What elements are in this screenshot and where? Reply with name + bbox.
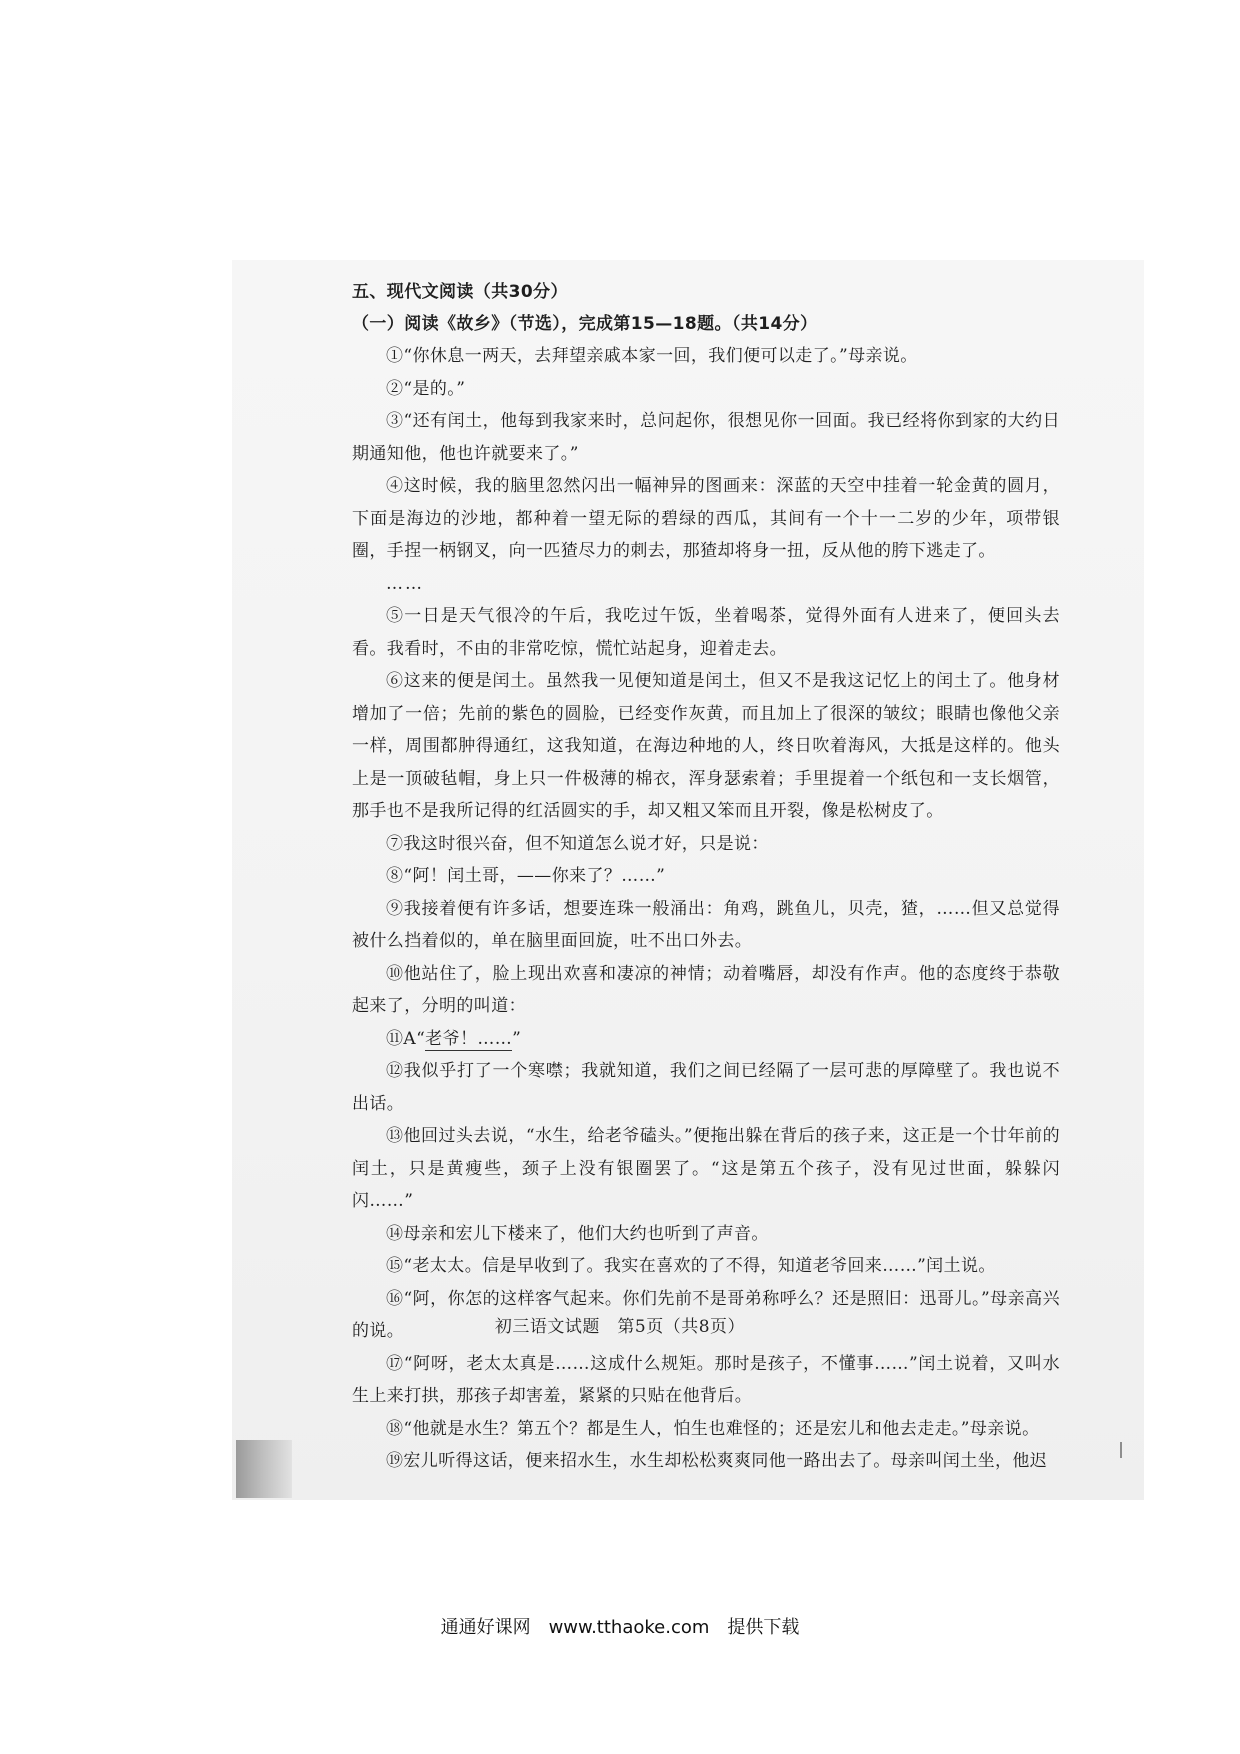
paragraph-11-prefix: ⑪A“ <box>386 1028 426 1049</box>
sub-title: （一）阅读《故乡》（节选），完成第15—18题。（共14分） <box>352 314 818 334</box>
section-title: 五、现代文阅读（共30分） <box>352 282 568 302</box>
paragraph-3: ③“还有闰土，他每到我家来时，总问起你，很想见你一回面。我已经将你到家的大约日期通知他，他也许就要来了。” <box>352 411 1060 464</box>
paragraph-12: ⑫我似乎打了一个寒噤；我就知道，我们之间已经隔了一层可悲的厚障壁了。我也说不出话。 <box>352 1061 1060 1114</box>
paragraph-5: ⑤一日是天气很冷的午后，我吃过午饭，坐着喝茶，觉得外面有人进来了，便回头去看。我看时，不由的非常吃惊，慌忙站起身，迎着走去。 <box>352 606 1060 659</box>
page-footer: 初三语文试题 第5页（共8页） <box>494 1317 746 1337</box>
paragraph-17: ⑰“阿呀，老太太真是……这成什么规矩。那时是孩子，不懂事……”闰土说着，又叫水生上来打拱，那孩子却害羞，紧紧的只贴在他背后。 <box>352 1353 1060 1406</box>
paragraph-16: ⑯“阿，你怎的这样客气起来。你们先前不是哥弟称呼么？还是照旧：迅哥儿。”母亲高兴的说。 <box>352 1288 1060 1341</box>
download-watermark: 通通好课网 www.tthaoke.com 提供下载 <box>440 1617 800 1638</box>
paragraph-19: ⑲宏儿听得这话，便来招水生，水生却松松爽爽同他一路出去了。母亲叫闰土坐，他迟 <box>386 1451 1048 1471</box>
paragraph-2: ②“是的。” <box>386 378 466 399</box>
omission-ellipsis: …… <box>386 573 424 594</box>
paragraph-8: ⑧“阿！闰土哥，——你来了？……” <box>386 866 666 886</box>
paragraph-7: ⑦我这时很兴奋，但不知道怎么说才好，只是说： <box>386 833 769 854</box>
paragraph-10: ⑩他站住了，脸上现出欢喜和凄凉的神情；动着嘴唇，却没有作声。他的态度终于恭敬起来了，分明的叫道： <box>352 963 1060 1016</box>
paragraph-15: ⑮“老太太。信是早收到了。我实在喜欢的了不得，知道老爷回来……”闰土说。 <box>386 1256 996 1276</box>
paragraph-11-suffix: ” <box>512 1028 522 1049</box>
paragraph-4: ④这时候，我的脑里忽然闪出一幅神异的图画来：深蓝的天空中挂着一轮金黄的圆月，下面是海边的沙地，都种着一望无际的碧绿的西瓜，其间有一个十一二岁的少年，项带银圈，手捏一柄钢叉，向一匹猹尽力的刺去，那猹却将身一扭，反从他的胯下逃走了。 <box>352 476 1060 561</box>
paragraph-13: ⑬他回过头去说，“水生，给老爷磕头。”便拖出躲在背后的孩子来，这正是一个廿年前的闰土，只是黄瘦些，颈子上没有银圈罢了。“这是第五个孩子，没有见过世面，躲躲闪闪……” <box>352 1126 1060 1211</box>
reading-section <box>352 276 1060 1478</box>
paragraph-11 <box>352 1023 1060 1056</box>
scan-mark <box>1120 1442 1122 1458</box>
scan-shadow <box>236 1440 292 1498</box>
paragraph-18: ⑱“他就是水生？第五个？都是生人，怕生也难怪的；还是宏儿和他去走走。”母亲说。 <box>386 1418 1040 1439</box>
paragraph-1: ①“你休息一两天，去拜望亲戚本家一回，我们便可以走了。”母亲说。 <box>386 346 918 366</box>
paragraph-14: ⑭母亲和宏儿下楼来了，他们大约也听到了声音。 <box>386 1223 769 1244</box>
paragraph-6: ⑥这来的便是闰土。虽然我一见便知道是闰土，但又不是我这记忆上的闰土了。他身材增加了一倍；先前的紫色的圆脸，已经变作灰黄，而且加上了很深的皱纹；眼睛也像他父亲一样，周围都肿得通红，这我知道，在海边种地的人，终日吹着海风，大抵是这样的。他头上是一顶破毡帽，身上只一件极薄的棉衣，浑身瑟索着；手里提着一个纸包和一支长烟管，那手也不是我所记得的红活圆实的手，却又粗又笨而且开裂，像是松树皮了。 <box>352 671 1060 821</box>
underlined-quote-a: 老爷！…… <box>425 1028 513 1049</box>
paragraph-9: ⑨我接着便有许多话，想要连珠一般涌出：角鸡，跳鱼儿，贝壳，猹，……但又总觉得被什么挡着似的，单在脑里面回旋，吐不出口外去。 <box>352 898 1060 951</box>
